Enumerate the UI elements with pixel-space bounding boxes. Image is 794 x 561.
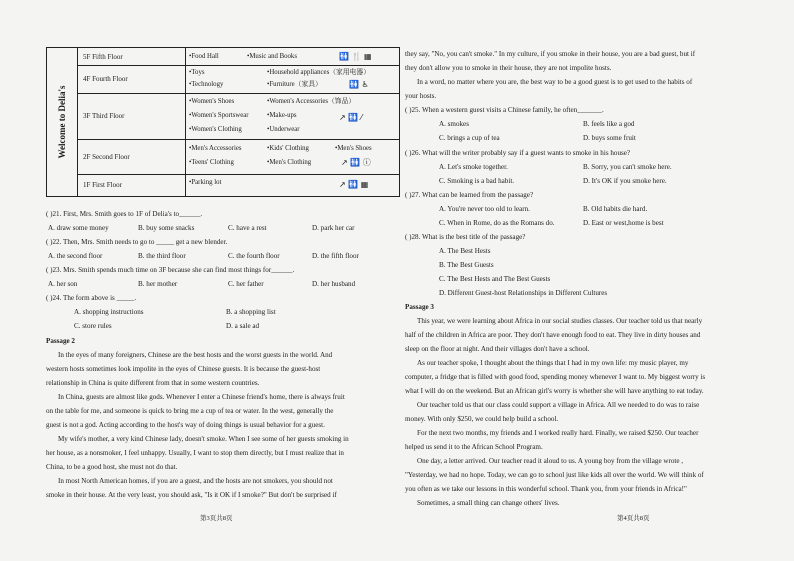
passage-3-title: Passage 3: [405, 303, 434, 311]
passage-3-line: Sometimes, a small thing can change others' lives.: [417, 499, 560, 507]
dir-item: •Women's Clothing: [189, 126, 242, 133]
page-footer-right: 第4页共8页: [617, 515, 650, 522]
question-22: ( )22. Then, Mrs. Smith needs to go to _____ get a new blender.: [46, 238, 228, 246]
passage-3-line: For the next two months, my friends and I worked really hard. Finally, we raised $250. Our teacher: [417, 429, 699, 437]
dir-item: •Toys: [189, 69, 205, 76]
question-24: ( )24. The form above is _____.: [46, 294, 137, 302]
dir-item: •Music and Books: [247, 53, 297, 60]
passage-3-line: helped us send it to the African School Program.: [405, 443, 543, 451]
question-26: ( )26. What will the writer probably say if a guest wants to smoke in his house?: [405, 149, 631, 157]
floor-1f-label: 1F First Floor: [83, 181, 122, 189]
floor-row-4f: [77, 65, 399, 94]
passage-3-line: half of the children in Africa are poor. They don't have enough food to eat. They live in dirty houses and: [405, 331, 701, 339]
option: B. feels like a god: [583, 120, 635, 128]
dir-item: •Men's Accessories: [189, 145, 242, 152]
passage-2-line: smoke in their house. At the very least, you should ask, "Is it OK if I smoke?" But don't be surprised if: [46, 491, 337, 499]
dir-item: •Women's Accessories（饰品）: [267, 98, 356, 105]
passage-3-line: money. With only $250, we could help build a school.: [405, 415, 559, 423]
passage-3-line: Our teacher told us that our class could support a village in Africa. All we needed to do was to raise: [417, 401, 700, 409]
floor-4f-label: 4F Fourth Floor: [83, 75, 128, 83]
dir-item: •Household appliances（家用电器）: [267, 69, 370, 76]
option: B. a shopping list: [226, 308, 276, 316]
dir-item: •Technology: [189, 81, 224, 88]
floor-label: [77, 48, 186, 65]
passage-2-title: Passage 2: [46, 337, 75, 345]
option: D. buys some fruit: [583, 134, 636, 142]
passage-2-line: on the table for me, and someone is quick to bring me a cup of tea or water. In the west, generally the: [46, 407, 334, 415]
dir-item: •Teens' Clothing: [189, 159, 234, 166]
passage-2-cont-line: In a word, no matter where you are, the best way to be a good guest is to get used to the habits of: [417, 78, 693, 86]
option: B. her mother: [138, 280, 178, 288]
facility-icons: ↗ 🚻 ⁄: [339, 113, 363, 122]
dir-item: •Women's Shoes: [189, 98, 235, 105]
option: D. her husband: [312, 280, 356, 288]
option: A. You're never too old to learn.: [439, 205, 530, 213]
passage-3-line: sleep on the floor at night. And their villages don't have a school.: [405, 345, 590, 353]
dir-item: •Furniture（家具）: [267, 81, 322, 88]
option: C. have a rest: [228, 224, 267, 232]
option: D. East or west,home is best: [583, 219, 664, 227]
floor-2f-label: 2F Second Floor: [83, 152, 130, 161]
option: B. the third floor: [138, 252, 186, 260]
passage-2-line: her house, as a nonsmoker, I feel unhappy. Usually, I want to stop them directly, but I must realize that in: [46, 449, 344, 457]
passage-2-cont-line: they say, "No, you can't smoke." In my culture, if you smoke in their house, you are a bad guest, but if: [405, 50, 696, 58]
page-footer-left: 第3页共8页: [200, 515, 233, 522]
passage-3-line: One day, a letter arrived. Our teacher read it aloud to us. A young boy from the village wrote ,: [417, 457, 684, 465]
option: D. It's OK if you smoke here.: [583, 177, 667, 185]
option: D. Different Guest-host Relationships in Different Cultures: [439, 289, 608, 297]
dir-item: •Make-ups: [267, 112, 297, 119]
passage-2-line: My wife's mother, a very kind Chinese lady, doesn't smoke. When I see some of her guests smoking in: [58, 435, 349, 443]
question-27: ( )27. What can be learned from the passage?: [405, 191, 534, 199]
facility-icons: ↗ 🚻 ▦: [339, 180, 369, 189]
passage-3-line: what I will do on the weekend. But an African girl's worry is whether she will have anything to eat today.: [405, 387, 704, 395]
floor-label: [77, 93, 186, 139]
floor-label: [77, 139, 186, 174]
option: D. a sale ad: [226, 322, 260, 330]
option: C. When in Rome, do as the Romans do.: [439, 219, 555, 227]
option: B. Old habits die hard.: [583, 205, 648, 213]
dir-item: •Men's Clothing: [267, 159, 312, 166]
directory-title-text: Welcome to Delia's: [57, 85, 67, 159]
option: C. brings a cup of tea: [439, 134, 500, 142]
option: D. the fifth floor: [312, 252, 359, 260]
option: A. shopping instructions: [74, 308, 144, 316]
passage-2-line: China, to be a good host, she must not do that.: [46, 463, 178, 471]
dir-item: •Kids' Clothing: [267, 145, 309, 152]
passage-3-line: computer, a fridge that is filled with good food, spending money whenever I want to. My biggest worry is: [405, 373, 706, 381]
floor-5f-label: 5F Fifth Floor: [83, 52, 123, 61]
question-23: ( )23. Mrs. Smith spends much time on 3F because she can find most things for______.: [46, 266, 295, 274]
facility-icons: ↗ 🚻 ⓘ: [341, 158, 371, 167]
facility-icons: 🚻 🍴 ▦: [339, 52, 372, 61]
floor-label: [77, 174, 186, 196]
option: B. buy some snacks: [138, 224, 195, 232]
dir-item: •Parking lot: [189, 179, 222, 186]
floor-row-3f: [77, 93, 399, 140]
floor-row-1f: [77, 174, 399, 196]
passage-2-cont-line: your hosts.: [405, 92, 437, 100]
floor-3f-label: 3F Third Floor: [83, 112, 125, 120]
facility-icons: 🚻 ♿: [349, 80, 369, 89]
floor-row-2f: [77, 139, 399, 175]
passage-2-line: In China, guests are almost like gods. Whenever I enter a Chinese friend's home, there is always fruit: [58, 393, 345, 401]
passage-3-line: As our teacher spoke, I thought about the things that I had in my own life: my music player, my: [417, 359, 689, 367]
dir-item: •Underwear: [267, 126, 300, 133]
option: B. Sorry, you can't smoke here.: [583, 163, 672, 171]
option: C. store rules: [74, 322, 112, 330]
option: A. the second floor: [48, 252, 103, 260]
option: C. her father: [228, 280, 264, 288]
option: A. The Best Hests: [439, 247, 491, 255]
option: A. her son: [48, 280, 78, 288]
passage-2-line: relationship in China is quite different from that in some western countries.: [46, 379, 260, 387]
option: B. The Best Guests: [439, 261, 494, 269]
question-28: ( )28. What is the best title of the passage?: [405, 233, 526, 241]
passage-3-line: This year, we were learning about Africa in our social studies classes. Our teacher told us that nearly: [417, 317, 703, 325]
directory-side-title: [47, 48, 78, 196]
dir-item: •Men's Shoes: [335, 145, 372, 152]
passage-2-line: In the eyes of many foreigners, Chinese are the best hosts and the worst guests in the world. And: [58, 351, 333, 359]
passage-3-line: you often as we take our lessons in this wonderful school. Thank you, from your friends in Africa!": [405, 485, 687, 493]
option: C. Smoking is a bad habit.: [439, 177, 515, 185]
floor-row-5f: [77, 48, 399, 66]
question-25: ( )25. When a western guest visits a Chinese family, he often_______.: [405, 106, 604, 114]
store-directory-table: [46, 47, 400, 197]
question-21: ( )21. First, Mrs. Smith goes to 1F of Delia's to______.: [46, 210, 203, 218]
option: C. the fourth floor: [228, 252, 280, 260]
passage-2-cont-line: they don't allow you to smoke in their house, they are not impolite hosts.: [405, 64, 612, 72]
option: A. smokes: [439, 120, 469, 128]
passage-2-line: western hosts sometimes look impolite in the eyes of Chinese guests. It is because the guest-host: [46, 365, 321, 373]
option: A. draw some money: [48, 224, 109, 232]
passage-2-line: In most North American homes, if you are a guest, and the hosts are not smokers, you should not: [58, 477, 333, 485]
option: C. The Best Hests and The Best Guests: [439, 275, 551, 283]
dir-item: •Food Hall: [189, 53, 219, 60]
option: D. park her car: [312, 224, 355, 232]
option: A. Let's smoke together.: [439, 163, 508, 171]
passage-3-line: "Yesterday, we had no hope. Today, we can go to school just like kids all over the world. We will think of: [405, 471, 704, 479]
floor-label: [77, 65, 186, 93]
passage-2-line: guest is not a god. Acting according to the host's way of doing things is usual behavior for a guest.: [46, 421, 325, 429]
dir-item: •Women's Sportswear: [189, 112, 249, 119]
